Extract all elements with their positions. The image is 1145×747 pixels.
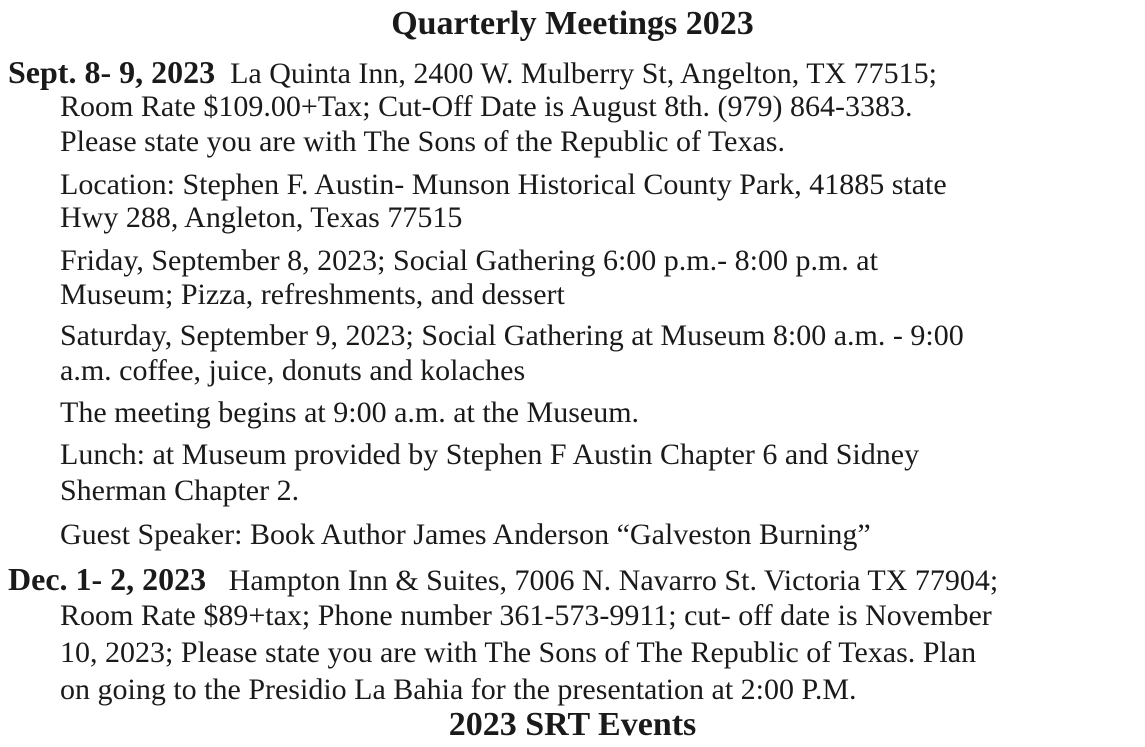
meeting-1-line: a.m. coffee, juice, donuts and kolaches bbox=[60, 354, 526, 387]
meeting-1-line: Museum; Pizza, refreshments, and dessert bbox=[60, 278, 565, 311]
page-title: Quarterly Meetings 2023 bbox=[391, 5, 754, 42]
meeting-1-date: Sept. 8- 9, 2023 bbox=[8, 54, 216, 90]
meeting-1-line: Sherman Chapter 2. bbox=[60, 474, 300, 507]
meeting-1-line: Saturday, September 9, 2023; Social Gathering at Museum 8:00 a.m. - 9:00 bbox=[60, 319, 964, 352]
meeting-1-line: Friday, September 8, 2023; Social Gathering 6:00 p.m.- 8:00 p.m. at bbox=[60, 244, 878, 277]
meeting-2-line: on going to the Presidio La Bahia for the presentation at 2:00 P.M. bbox=[60, 673, 857, 706]
meeting-2-date: Dec. 1- 2, 2023 bbox=[8, 561, 207, 597]
meeting-2-line: Room Rate $89+tax; Phone number 361-573-9911; cut- off date is November bbox=[60, 599, 992, 632]
meeting-2-first-line bbox=[8, 561, 998, 599]
meeting-1-line: Guest Speaker: Book Author James Anderson “Galveston Burning” bbox=[60, 518, 871, 551]
meeting-1-line: Room Rate $109.00+Tax; Cut-Off Date is August 8th. (979) 864-3383. bbox=[60, 90, 913, 123]
meeting-1-line: Lunch: at Museum provided by Stephen F Austin Chapter 6 and Sidney bbox=[60, 438, 920, 471]
meeting-1-line: Location: Stephen F. Austin- Munson Historical County Park, 41885 state bbox=[60, 168, 947, 201]
meeting-1-line: Hwy 288, Angleton, Texas 77515 bbox=[60, 201, 463, 234]
meeting-1-line: Please state you are with The Sons of the Republic of Texas. bbox=[60, 125, 785, 158]
meeting-1-line: The meeting begins at 9:00 a.m. at the Museum. bbox=[60, 396, 640, 429]
meeting-1-first-line bbox=[8, 54, 937, 92]
meeting-2-line: 10, 2023; Please state you are with The Sons of The Republic of Texas. Plan bbox=[60, 636, 977, 669]
meeting-1-venue: La Quinta Inn, 2400 W. Mulberry St, Angelton, TX 77515; bbox=[230, 57, 938, 90]
meeting-2-venue: Hampton Inn & Suites, 7006 N. Navarro St. Victoria TX 77904; bbox=[228, 564, 999, 597]
section-heading-srt-events: 2023 SRT Events bbox=[448, 706, 697, 743]
